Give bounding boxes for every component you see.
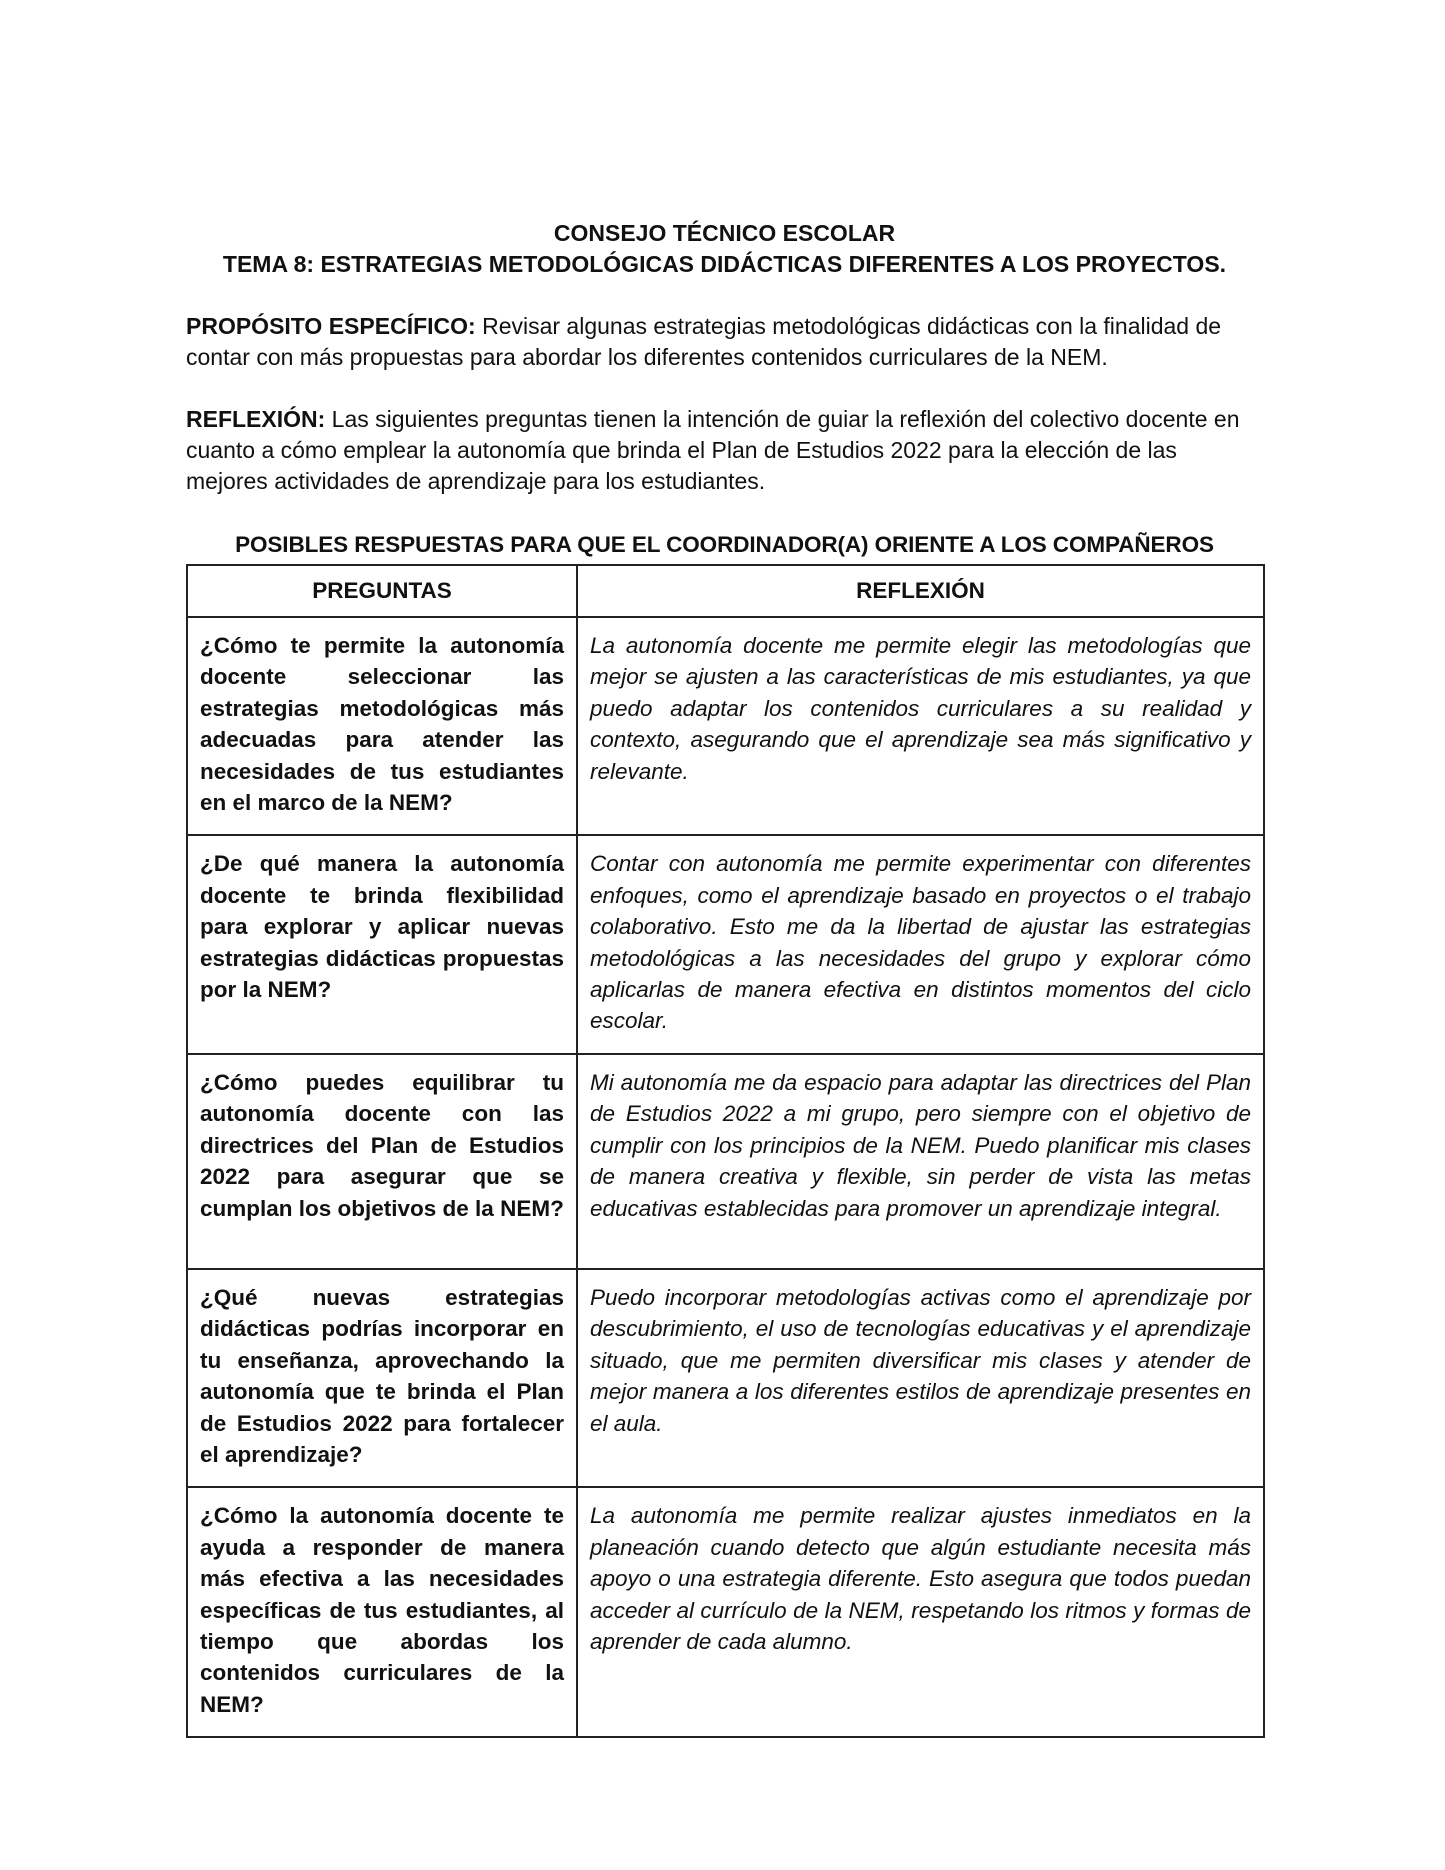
document-page bbox=[186, 218, 1263, 1738]
question-cell: ¿Cómo te permite la autonomía docente seleccionar las estrategias metodológicas más adecuadas para atender las necesidades de tus estudiantes en el marco de la NEM? bbox=[187, 617, 577, 835]
table-row bbox=[187, 1054, 1264, 1269]
reflection-cell: La autonomía docente me permite elegir las metodologías que mejor se ajusten a las características de mis estudiantes, ya que puedo adaptar los contenidos curriculares a su realidad y contexto, asegurando que el aprendizaje sea más significativo y relevante. bbox=[577, 617, 1264, 835]
column-header-preguntas: PREGUNTAS bbox=[187, 565, 577, 617]
table-header-row bbox=[187, 565, 1264, 617]
reflection-cell: Mi autonomía me da espacio para adaptar las directrices del Plan de Estudios 2022 a mi grupo, pero siempre con el objetivo de cumplir con los principios de la NEM. Puedo planificar mis clases de manera creativa y flexible, sin perder de vista las metas educativas establecidas para promover un aprendizaje integral. bbox=[577, 1054, 1264, 1269]
column-header-reflexion: REFLEXIÓN bbox=[577, 565, 1264, 617]
question-cell: ¿Qué nuevas estrategias didácticas podrías incorporar en tu enseñanza, aprovechando la autonomía que te brinda el Plan de Estudios 2022 para fortalecer el aprendizaje? bbox=[187, 1269, 577, 1487]
question-cell: ¿De qué manera la autonomía docente te brinda flexibilidad para explorar y aplicar nuevas estrategias didácticas propuestas por la NEM? bbox=[187, 835, 577, 1053]
table-row bbox=[187, 1269, 1264, 1487]
question-cell: ¿Cómo la autonomía docente te ayuda a responder de manera más efectiva a las necesidades específicas de tus estudiantes, al tiempo que abordas los contenidos curriculares de la NEM? bbox=[187, 1487, 577, 1737]
reflection-text: Las siguientes preguntas tienen la intención de guiar la reflexión del colectivo docente en cuanto a cómo emplear la autonomía que brinda el Plan de Estudios 2022 para la elección de las mejores actividades de aprendizaje para los estudiantes. bbox=[186, 406, 1240, 494]
reflection-cell: Contar con autonomía me permite experimentar con diferentes enfoques, como el aprendizaje basado en proyectos o el trabajo colaborativo. Esto me da la libertad de ajustar las estrategias metodológicas a las necesidades del grupo y explorar cómo aplicarlas de manera efectiva en distintos momentos del ciclo escolar. bbox=[577, 835, 1264, 1053]
reflection-cell: La autonomía me permite realizar ajustes inmediatos en la planeación cuando detecto que algún estudiante necesita más apoyo o una estrategia diferente. Esto asegura que todos puedan acceder al currículo de la NEM, respetando los ritmos y formas de aprender de cada alumno. bbox=[577, 1487, 1264, 1737]
purpose-label: PROPÓSITO ESPECÍFICO: bbox=[186, 313, 476, 339]
questions-table bbox=[186, 564, 1265, 1738]
question-cell: ¿Cómo puedes equilibrar tu autonomía docente con las directrices del Plan de Estudios 2022 para asegurar que se cumplan los objetivos de la NEM? bbox=[187, 1054, 577, 1269]
document-title: CONSEJO TÉCNICO ESCOLAR bbox=[553, 220, 896, 246]
reflection-cell: Puedo incorporar metodologías activas como el aprendizaje por descubrimiento, el uso de tecnologías educativas y el aprendizaje situado, que me permiten diversificar mis clases y atender de mejor manera a los diferentes estilos de aprendizaje presentes en el aula. bbox=[577, 1269, 1264, 1487]
table-title: POSIBLES RESPUESTAS PARA QUE EL COORDINADOR(A) ORIENTE A LOS COMPAÑEROS bbox=[235, 532, 1214, 557]
table-row bbox=[187, 835, 1264, 1053]
table-row bbox=[187, 1487, 1264, 1737]
purpose-paragraph bbox=[186, 311, 1263, 373]
document-subtitle: TEMA 8: ESTRATEGIAS METODOLÓGICAS DIDÁCTICAS DIFERENTES A LOS PROYECTOS. bbox=[222, 251, 1227, 277]
table-row bbox=[187, 617, 1264, 835]
reflection-paragraph bbox=[186, 404, 1263, 497]
reflection-label: REFLEXIÓN: bbox=[186, 406, 326, 432]
purpose-text: Revisar algunas estrategias metodológicas didácticas con la finalidad de contar con más propuestas para abordar los diferentes contenidos curriculares de la NEM. bbox=[186, 313, 1222, 370]
